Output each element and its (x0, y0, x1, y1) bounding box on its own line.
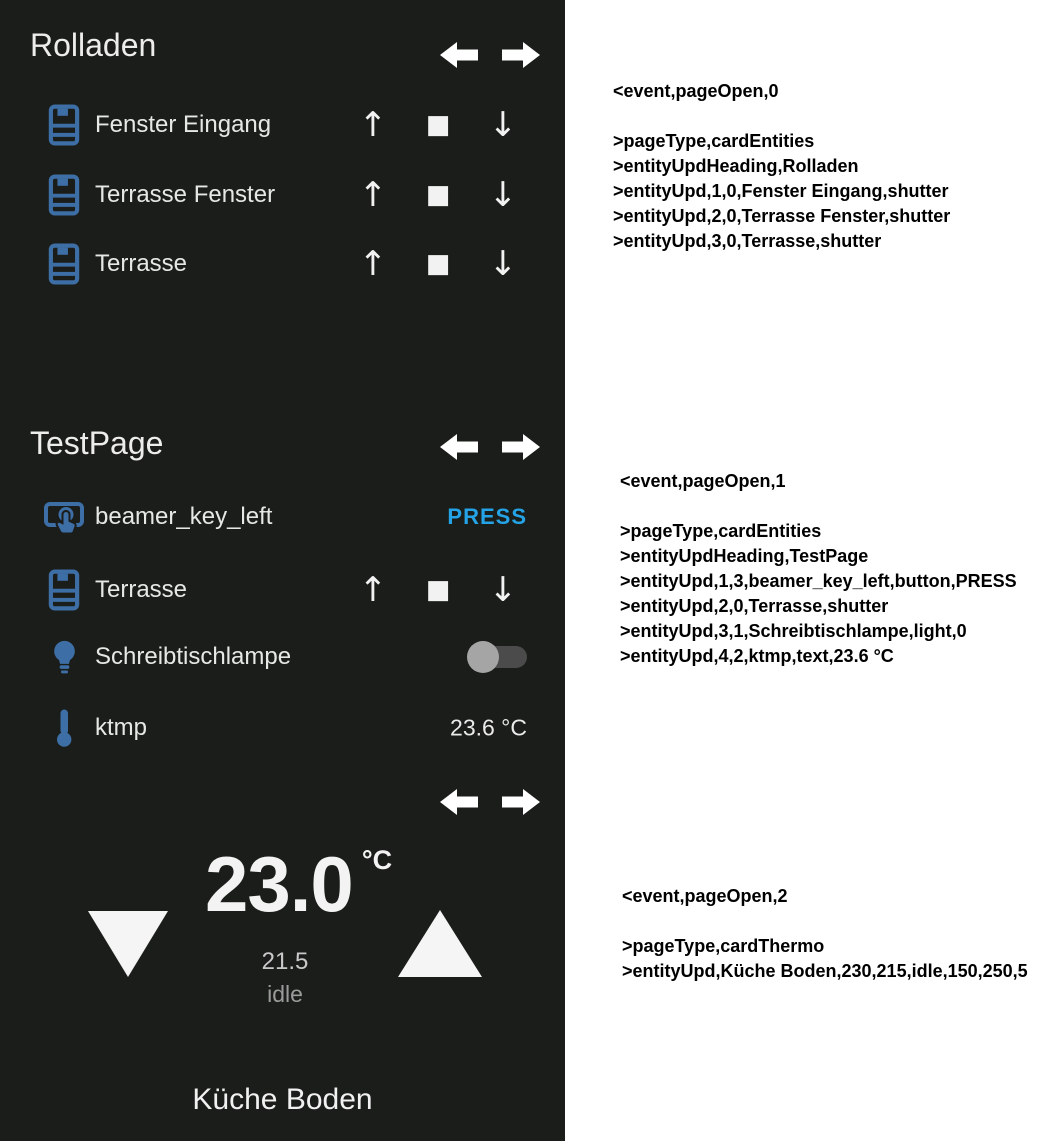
log-block-page1 (620, 469, 1017, 669)
log-line: >entityUpd,2,0,Terrasse Fenster,shutter (613, 206, 951, 226)
shutter-up-button[interactable]: ↑ (352, 175, 394, 215)
press-button[interactable]: PRESS (447, 504, 527, 529)
shutter-stop-button[interactable]: ■ (417, 180, 459, 210)
page-title: Rolladen (30, 27, 157, 63)
arrow-right-icon (502, 432, 540, 462)
nav-prev-button[interactable] (440, 787, 480, 817)
shutter-icon (42, 243, 86, 285)
entity-label: Fenster Eingang (95, 111, 272, 138)
log-line: <event,pageOpen,1 (620, 471, 786, 491)
entity-row (0, 693, 565, 763)
entity-row (0, 90, 565, 160)
thermometer-icon (42, 708, 86, 748)
nav-prev-button[interactable] (440, 40, 480, 70)
arrow-right-icon (502, 40, 540, 70)
arrow-right-icon (502, 787, 540, 817)
temperature-value: 23.6 °C (450, 714, 527, 741)
card-testpage (0, 390, 565, 765)
log-line: >pageType,cardEntities (620, 521, 822, 541)
shutter-stop-button[interactable]: ■ (417, 249, 459, 279)
log-line: >entityUpd,2,0,Terrasse,shutter (620, 596, 889, 616)
log-line: >pageType,cardEntities (613, 131, 815, 151)
entity-label: Terrasse (95, 250, 188, 277)
temp-decrease-button[interactable] (88, 911, 168, 977)
target-temperature-value: 21.5 (261, 948, 309, 975)
temperature-unit: °C (361, 845, 393, 875)
shutter-up-button[interactable]: ↑ (352, 570, 394, 610)
hvac-state-label: idle (267, 981, 303, 1007)
log-line: >entityUpd,3,1,Schreibtischlampe,light,0 (620, 621, 967, 641)
log-line: <event,pageOpen,2 (622, 886, 788, 906)
log-block-page2 (622, 884, 1028, 984)
log-line: >entityUpd,4,2,ktmp,text,23.6 °C (620, 646, 894, 666)
entity-row (0, 555, 565, 625)
nav-next-button[interactable] (502, 40, 542, 70)
log-line: >entityUpd,1,3,beamer_key_left,button,PRESS (620, 571, 1017, 591)
lightbulb-icon (42, 639, 86, 675)
thermostat-name: Küche Boden (192, 1083, 373, 1116)
shutter-stop-button[interactable]: ■ (417, 110, 459, 140)
arrow-left-icon (440, 40, 478, 70)
current-temperature-value: 23.0 (205, 840, 353, 928)
page-title: TestPage (30, 425, 164, 461)
entity-label: beamer_key_left (95, 503, 273, 530)
log-line: >pageType,cardThermo (622, 936, 825, 956)
card-rolladen (0, 0, 565, 390)
light-toggle-switch[interactable] (467, 641, 527, 673)
shutter-down-button[interactable]: ↓ (482, 175, 524, 215)
toggle-knob (467, 641, 499, 673)
triangle-down-icon (88, 911, 168, 977)
entity-label: Terrasse Fenster (95, 181, 276, 208)
shutter-icon (42, 569, 86, 611)
entity-label: ktmp (95, 714, 148, 741)
nav-next-button[interactable] (502, 432, 542, 462)
entity-row (0, 229, 565, 299)
shutter-down-button[interactable]: ↓ (482, 570, 524, 610)
shutter-icon (42, 104, 86, 146)
touch-button-icon (42, 498, 86, 536)
shutter-down-button[interactable]: ↓ (482, 105, 524, 145)
nav-next-button[interactable] (502, 787, 542, 817)
shutter-up-button[interactable]: ↑ (352, 105, 394, 145)
log-block-page0 (613, 79, 950, 254)
log-line: >entityUpd,Küche Boden,230,215,idle,150,250,5 (622, 961, 1028, 981)
card-thermo (0, 765, 565, 1141)
entity-row (0, 482, 565, 552)
current-temperature-display (205, 840, 393, 928)
temp-increase-button[interactable] (398, 910, 482, 977)
entity-row (0, 622, 565, 692)
log-line: >entityUpdHeading,TestPage (620, 546, 869, 566)
shutter-up-button[interactable]: ↑ (352, 244, 394, 284)
log-line: >entityUpd,1,0,Fenster Eingang,shutter (613, 181, 949, 201)
triangle-up-icon (398, 910, 482, 977)
entity-label: Terrasse (95, 576, 188, 603)
log-line: >entityUpd,3,0,Terrasse,shutter (613, 231, 882, 251)
entity-label: Schreibtischlampe (95, 643, 292, 670)
nav-prev-button[interactable] (440, 432, 480, 462)
log-line: >entityUpdHeading,Rolladen (613, 156, 859, 176)
shutter-down-button[interactable]: ↓ (482, 244, 524, 284)
log-line: <event,pageOpen,0 (613, 81, 779, 101)
arrow-left-icon (440, 787, 478, 817)
entity-row (0, 160, 565, 230)
shutter-stop-button[interactable]: ■ (417, 575, 459, 605)
arrow-left-icon (440, 432, 478, 462)
shutter-icon (42, 174, 86, 216)
